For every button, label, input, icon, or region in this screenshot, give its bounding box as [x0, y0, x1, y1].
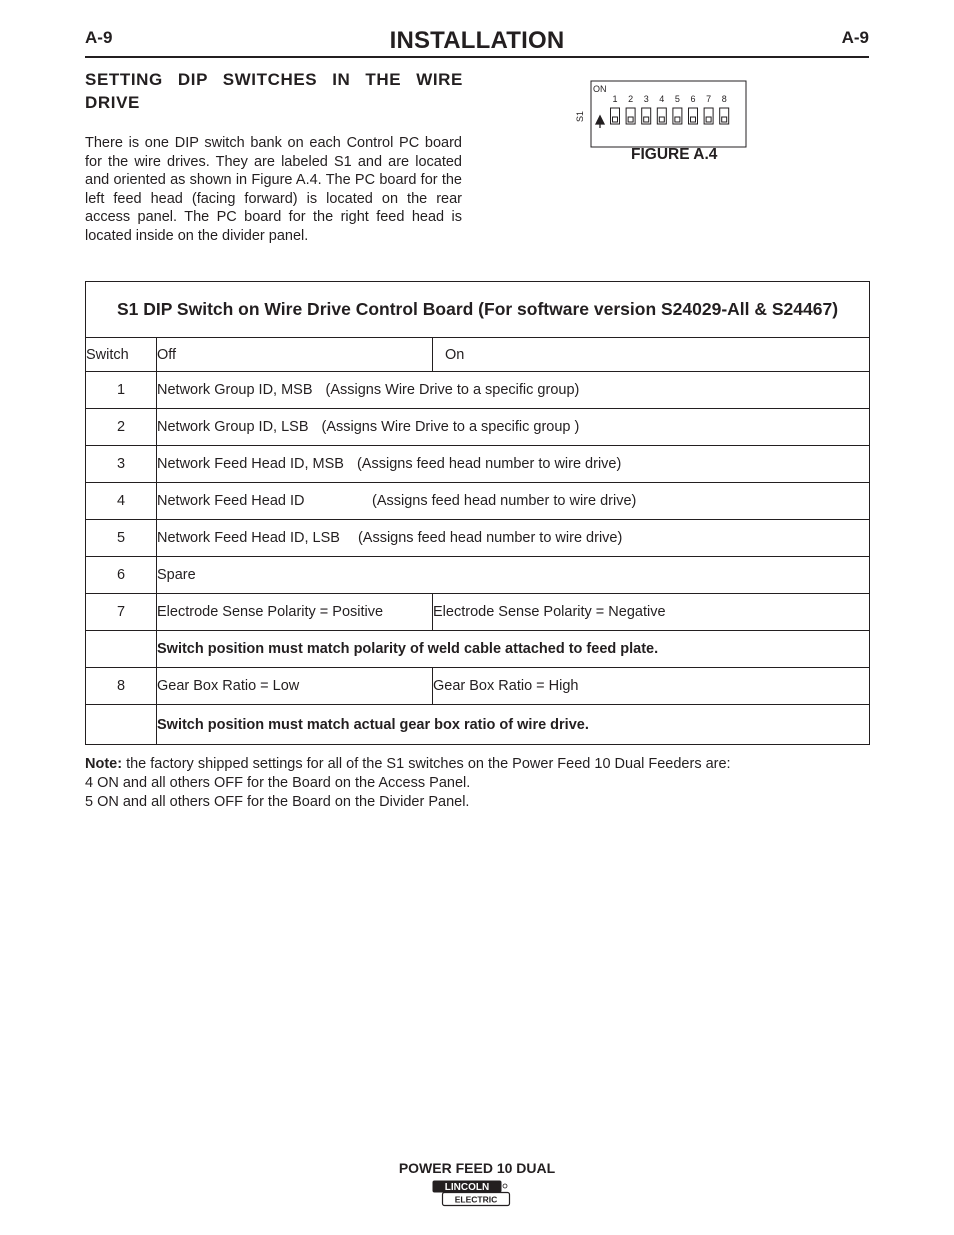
switch-description — [157, 483, 870, 520]
note-line-divider-panel: 5 ON and all others OFF for the Board on the Divider Panel. — [85, 794, 470, 810]
switch-number: 7 — [86, 594, 157, 631]
switch-number-label: 4 — [659, 94, 665, 104]
switch-number-label: 8 — [721, 94, 727, 104]
table-row — [86, 668, 870, 705]
footer-model-name: POWER FEED 10 DUAL — [398, 1160, 556, 1176]
dip-switch-knob — [628, 117, 633, 122]
switch-warning: Switch position must match actual gear box ratio of wire drive. — [157, 705, 870, 745]
switch-number: 4 — [86, 483, 157, 520]
table-title: S1 DIP Switch on Wire Drive Control Board (For software version S24029-All & S24467) — [86, 282, 870, 338]
header-switch: Switch — [86, 338, 157, 372]
switch-detail: (Assigns Wire Drive to a specific group ) — [321, 419, 580, 435]
note-line-access-panel: 4 ON and all others OFF for the Board on the Access Panel. — [85, 775, 471, 791]
section-heading: SETTING DIP SWITCHES IN THE WIRE DRIVE — [85, 70, 463, 112]
switch-description: Spare — [157, 557, 870, 594]
switch-number-label: 7 — [706, 94, 712, 104]
page-number-left: A-9 — [85, 28, 113, 47]
table-row — [86, 631, 870, 668]
table-row — [86, 409, 870, 446]
note-label: Note: — [85, 756, 123, 772]
page-title: INSTALLATION — [389, 27, 565, 54]
switch-number-label: 1 — [612, 94, 618, 104]
switch-description — [157, 372, 870, 409]
switch-number: 2 — [86, 409, 157, 446]
figure-caption: FIGURE A.4 — [631, 146, 718, 163]
table-row — [86, 520, 870, 557]
switch-number: 1 — [86, 372, 157, 409]
switch-on-setting: Electrode Sense Polarity = Negative — [433, 594, 870, 631]
dip-switch-knob — [722, 117, 727, 122]
page-header — [85, 26, 869, 58]
table-row — [86, 446, 870, 483]
table-row — [86, 372, 870, 409]
switch-description — [157, 446, 870, 483]
dip-switch-knob — [613, 117, 618, 122]
header-off: Off — [157, 338, 433, 372]
note-text: the factory shipped settings for all of the S1 switches on the Power Feed 10 Dual Feeders are: — [122, 756, 731, 772]
header-on: On — [433, 338, 870, 372]
switch-number: 3 — [86, 446, 157, 483]
switch-bodies — [611, 108, 729, 124]
empty-switch-cell — [86, 631, 157, 668]
switch-number-label: 5 — [674, 94, 680, 104]
switch-function: Network Group ID, MSB — [157, 382, 313, 398]
dip-switch-knob — [659, 117, 664, 122]
page-number-right: A-9 — [841, 28, 869, 47]
switch-numbers — [612, 94, 726, 104]
dip-bank-label: S1 — [575, 110, 585, 122]
factory-settings-note — [85, 755, 870, 812]
switch-number: 5 — [86, 520, 157, 557]
switch-number: 8 — [86, 668, 157, 705]
switch-function: Network Feed Head ID, LSB — [157, 530, 340, 546]
note-intro — [85, 755, 870, 774]
switch-detail: (Assigns feed head number to wire drive) — [372, 493, 637, 509]
registered-mark-icon — [503, 1184, 507, 1188]
dip-switch-knob — [691, 117, 696, 122]
table-row — [86, 557, 870, 594]
dip-switch-knob — [675, 117, 680, 122]
switch-off-setting: Gear Box Ratio = Low — [157, 668, 433, 705]
switch-number-label: 2 — [628, 94, 634, 104]
switch-detail: (Assigns feed head number to wire drive) — [357, 530, 623, 546]
dip-switch-table — [85, 281, 870, 745]
switch-number-label: 6 — [690, 94, 696, 104]
lincoln-electric-logo — [432, 1180, 512, 1207]
on-direction-arrow-icon — [596, 116, 604, 128]
table-row — [86, 483, 870, 520]
dip-switch-knob — [644, 117, 649, 122]
switch-detail: (Assigns feed head number to wire drive) — [356, 456, 622, 472]
switch-description — [157, 409, 870, 446]
switch-function: Network Feed Head ID, MSB — [157, 456, 344, 472]
switch-warning: Switch position must match polarity of weld cable attached to feed plate. — [157, 631, 870, 668]
table-row — [86, 705, 870, 745]
body-paragraph: There is one DIP switch bank on each Control PC board for the wire drives. They are labeled S1 and are located and oriented as shown in Figure A.4. The PC board for the left feed head (facing forward) is located on the rear access panel. The PC board for the right feed head is located inside on the divider panel. — [85, 135, 462, 244]
switch-function: Network Group ID, LSB — [157, 419, 309, 435]
dip-switch-figure — [575, 80, 750, 170]
logo-bottom-text: ELECTRIC — [454, 1194, 498, 1205]
switch-detail: (Assigns Wire Drive to a specific group) — [325, 382, 580, 398]
switch-function: Network Feed Head ID — [157, 493, 305, 509]
table-row — [86, 594, 870, 631]
dip-switch-knob — [706, 117, 711, 122]
switch-number: 6 — [86, 557, 157, 594]
switch-number-label: 3 — [643, 94, 649, 104]
switch-on-setting: Gear Box Ratio = High — [433, 668, 870, 705]
dip-on-label: ON — [593, 84, 607, 94]
switch-description — [157, 520, 870, 557]
logo-top-text: LINCOLN — [444, 1182, 490, 1193]
empty-switch-cell — [86, 705, 157, 745]
switch-off-setting: Electrode Sense Polarity = Positive — [157, 594, 433, 631]
dip-switch-diagram — [575, 80, 750, 150]
